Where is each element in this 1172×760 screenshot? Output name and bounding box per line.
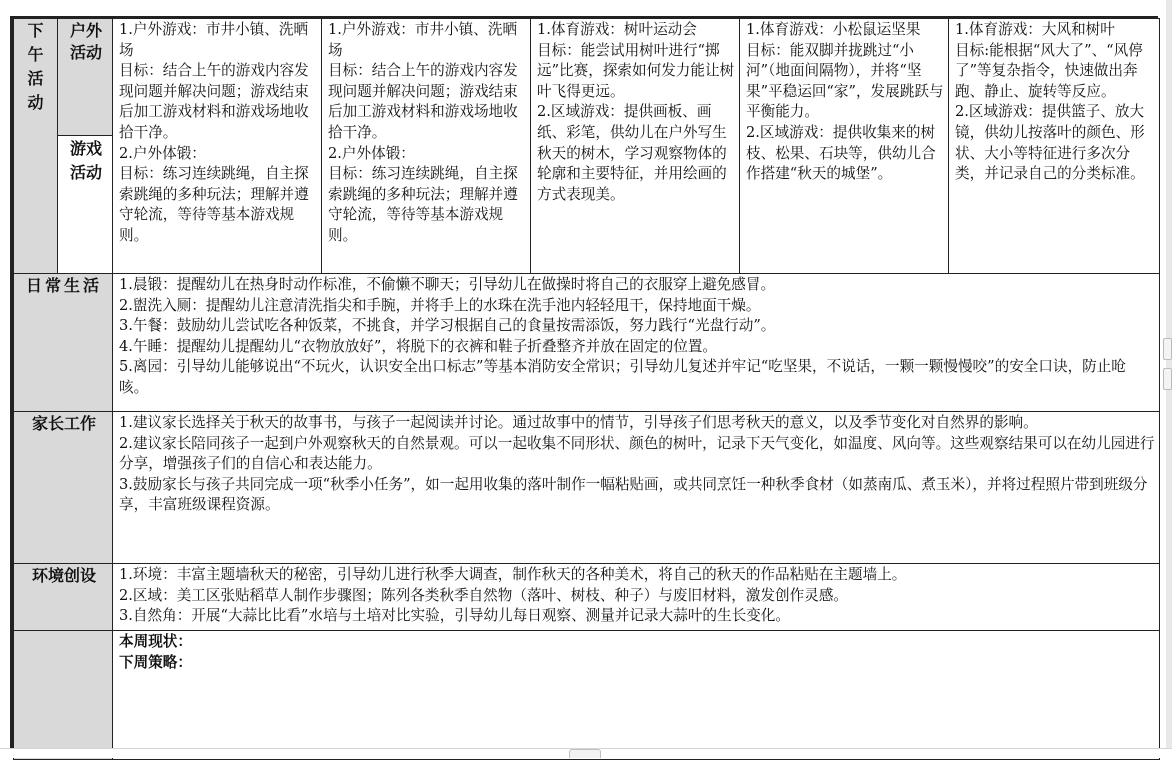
day-2-line-4: 目标：练习连续跳绳，自主探索跳绳的多种玩法；理解并遵守轮流，等待等基本游戏规则。 [328, 165, 518, 244]
scrollbar-thumb[interactable] [569, 749, 601, 758]
daily-life-label: 日常生活 [14, 274, 113, 412]
daily-life-line-5: 5.离园：引导幼儿能够说出“不玩火，认识安全出口标志”等基本消防安全常识；引导幼儿复述并牢记“吃坚果，不说话，一颗一颗慢慢咬”的安全口诀，防止呛咳。 [119, 358, 1126, 396]
reflection-row [14, 631, 1160, 760]
afternoon-section-label: 下午活动 [14, 19, 58, 274]
afternoon-day-5 [949, 19, 1160, 274]
afternoon-day-4 [740, 19, 949, 274]
reflection-label-cell [14, 631, 113, 760]
daily-life-line-4: 4.午睡：提醒幼儿提醒幼儿“衣物放放好”，将脱下的衣裤和鞋子折叠整齐并放在固定的位置。 [119, 337, 718, 355]
daily-life-row [14, 274, 1160, 412]
environment-line-1: 1.环境：丰富主题墙秋天的秘密，引导幼儿进行秋季大调查，制作秋天的各种美术，将自己的秋天的作品粘贴在主题墙上。 [119, 566, 907, 583]
environment-label: 环境创设 [14, 564, 113, 631]
current-status-label: 本周现状： [119, 633, 192, 650]
parent-work-content [113, 412, 1160, 564]
day-5-line-3: 2.区域游戏：提供篮子、放大镜，供幼儿按落叶的颜色、形状、大小等特征进行多次分类，并记录自己的分类标准。 [955, 103, 1145, 183]
daily-life-line-3: 3.午餐：鼓励幼儿尝试吃各种饭菜，不挑食，并学习根据自己的食量按需添饭，努力践行“光盘行动”。 [119, 317, 776, 335]
weekly-plan-table-frame [10, 16, 1158, 749]
day-3-line-3: 2.区域游戏：提供画板、画纸、彩笔，供幼儿在户外写生秋天的树木，学习观察物体的轮廓和主要特征，并用绘画的方式表现美。 [537, 103, 727, 203]
parent-work-line-1: 1.建议家长选择关于秋天的故事书，与孩子一起阅读并讨论。通过故事中的情节，引导孩子们思考秋天的意义，以及季节变化对自然界的影响。 [119, 414, 1038, 431]
scroll-marker-lower[interactable] [1163, 368, 1172, 390]
next-week-strategy-label: 下周策略： [119, 653, 192, 671]
parent-work-row [14, 412, 1160, 564]
parent-work-line-3: 3.鼓励家长与孩子共同完成一项“秋季小任务”，如一起用收集的落叶制作一幅粘贴画，或共同烹饪一种秋季食材（如蒸南瓜、煮玉米），并将过程照片带到班级分享，丰富班级课程资源。 [119, 475, 1148, 514]
weekly-plan-table [13, 18, 1160, 760]
day-4-line-3: 2.区域游戏：提供收集来的树枝、松果、石块等，供幼儿合作搭建“秋天的城堡”。 [746, 123, 936, 183]
environment-line-2: 2.区域：美工区张贴稻草人制作步骤图；陈列各类秋季自然物（落叶、树枝、种子）与废旧材料，激发创作灵感。 [119, 586, 849, 604]
afternoon-day-2 [322, 19, 531, 274]
environment-row [14, 564, 1160, 631]
afternoon-day-1 [113, 19, 322, 274]
day-2-line-3: 2.户外体锻： [328, 144, 415, 162]
day-3-line-1: 1.体育游戏：树叶运动会 [537, 21, 697, 38]
day-1-line-2: 目标：结合上午的游戏内容发现问题并解决问题；游戏结束后加工游戏材料和游戏场地收拾干净。 [119, 62, 309, 141]
afternoon-row-outdoor [14, 19, 1160, 136]
day-2-line-1: 1.户外游戏：市井小镇、洗晒场 [328, 21, 518, 59]
game-activity-label: 游戏活动 [58, 136, 113, 274]
afternoon-day-3 [531, 19, 740, 274]
daily-life-line-1: 1.晨锻：提醒幼儿在热身时动作标准，不偷懒不聊天；引导幼儿在做操时将自己的衣服穿上避免感冒。 [119, 276, 776, 293]
scroll-marker-upper[interactable] [1163, 338, 1172, 360]
day-1-line-4: 目标：练习连续跳绳，自主探索跳绳的多种玩法；理解并遵守轮流，等待等基本游戏规则。 [119, 165, 309, 244]
day-1-line-1: 1.户外游戏：市井小镇、洗晒场 [119, 21, 309, 59]
parent-work-label: 家长工作 [14, 412, 113, 564]
environment-content [113, 564, 1160, 631]
daily-life-line-2: 2.盥洗入厕：提醒幼儿注意清洗指尖和手腕，并将手上的水珠在洗手池内轻轻甩干，保持地面干燥。 [119, 296, 761, 314]
day-5-line-2: 目标:能根据“风大了”、“风停了”等复杂指令，快速做出奔跑、静止、旋转等反应。 [955, 41, 1143, 100]
environment-line-3: 3.自然角：开展“大蒜比比看”水培与土培对比实验，引导幼儿每日观察、测量并记录大蒜叶的生长变化。 [119, 607, 790, 625]
day-4-line-2: 目标：能双脚并拢跳过“小河”（地面间隔物），并将“坚果”平稳运回“家”，发展跳跃与平衡能力。 [746, 41, 944, 121]
day-1-line-3: 2.户外体锻： [119, 144, 206, 162]
day-5-line-1: 1.体育游戏：大风和树叶 [955, 21, 1115, 38]
parent-work-line-2: 2.建议家长陪同孩子一起到户外观察秋天的自然景观。可以一起收集不同形状、颜色的树叶，记录下天气变化，如温度、风向等。这些观察结果可以在幼儿园进行分享，增强孩子们的自信心和表达能力。 [119, 434, 1155, 473]
day-3-line-2: 目标：能尝试用树叶进行“掷远”比赛，探索如何发力能让树叶飞得更远。 [537, 41, 735, 100]
reflection-content [113, 631, 1160, 760]
outdoor-activity-label: 户外活动 [58, 19, 113, 136]
daily-life-content [113, 274, 1160, 412]
day-4-line-1: 1.体育游戏：小松鼠运坚果 [746, 21, 921, 38]
day-2-line-2: 目标：结合上午的游戏内容发现问题并解决问题；游戏结束后加工游戏材料和游戏场地收拾干净。 [328, 62, 518, 141]
